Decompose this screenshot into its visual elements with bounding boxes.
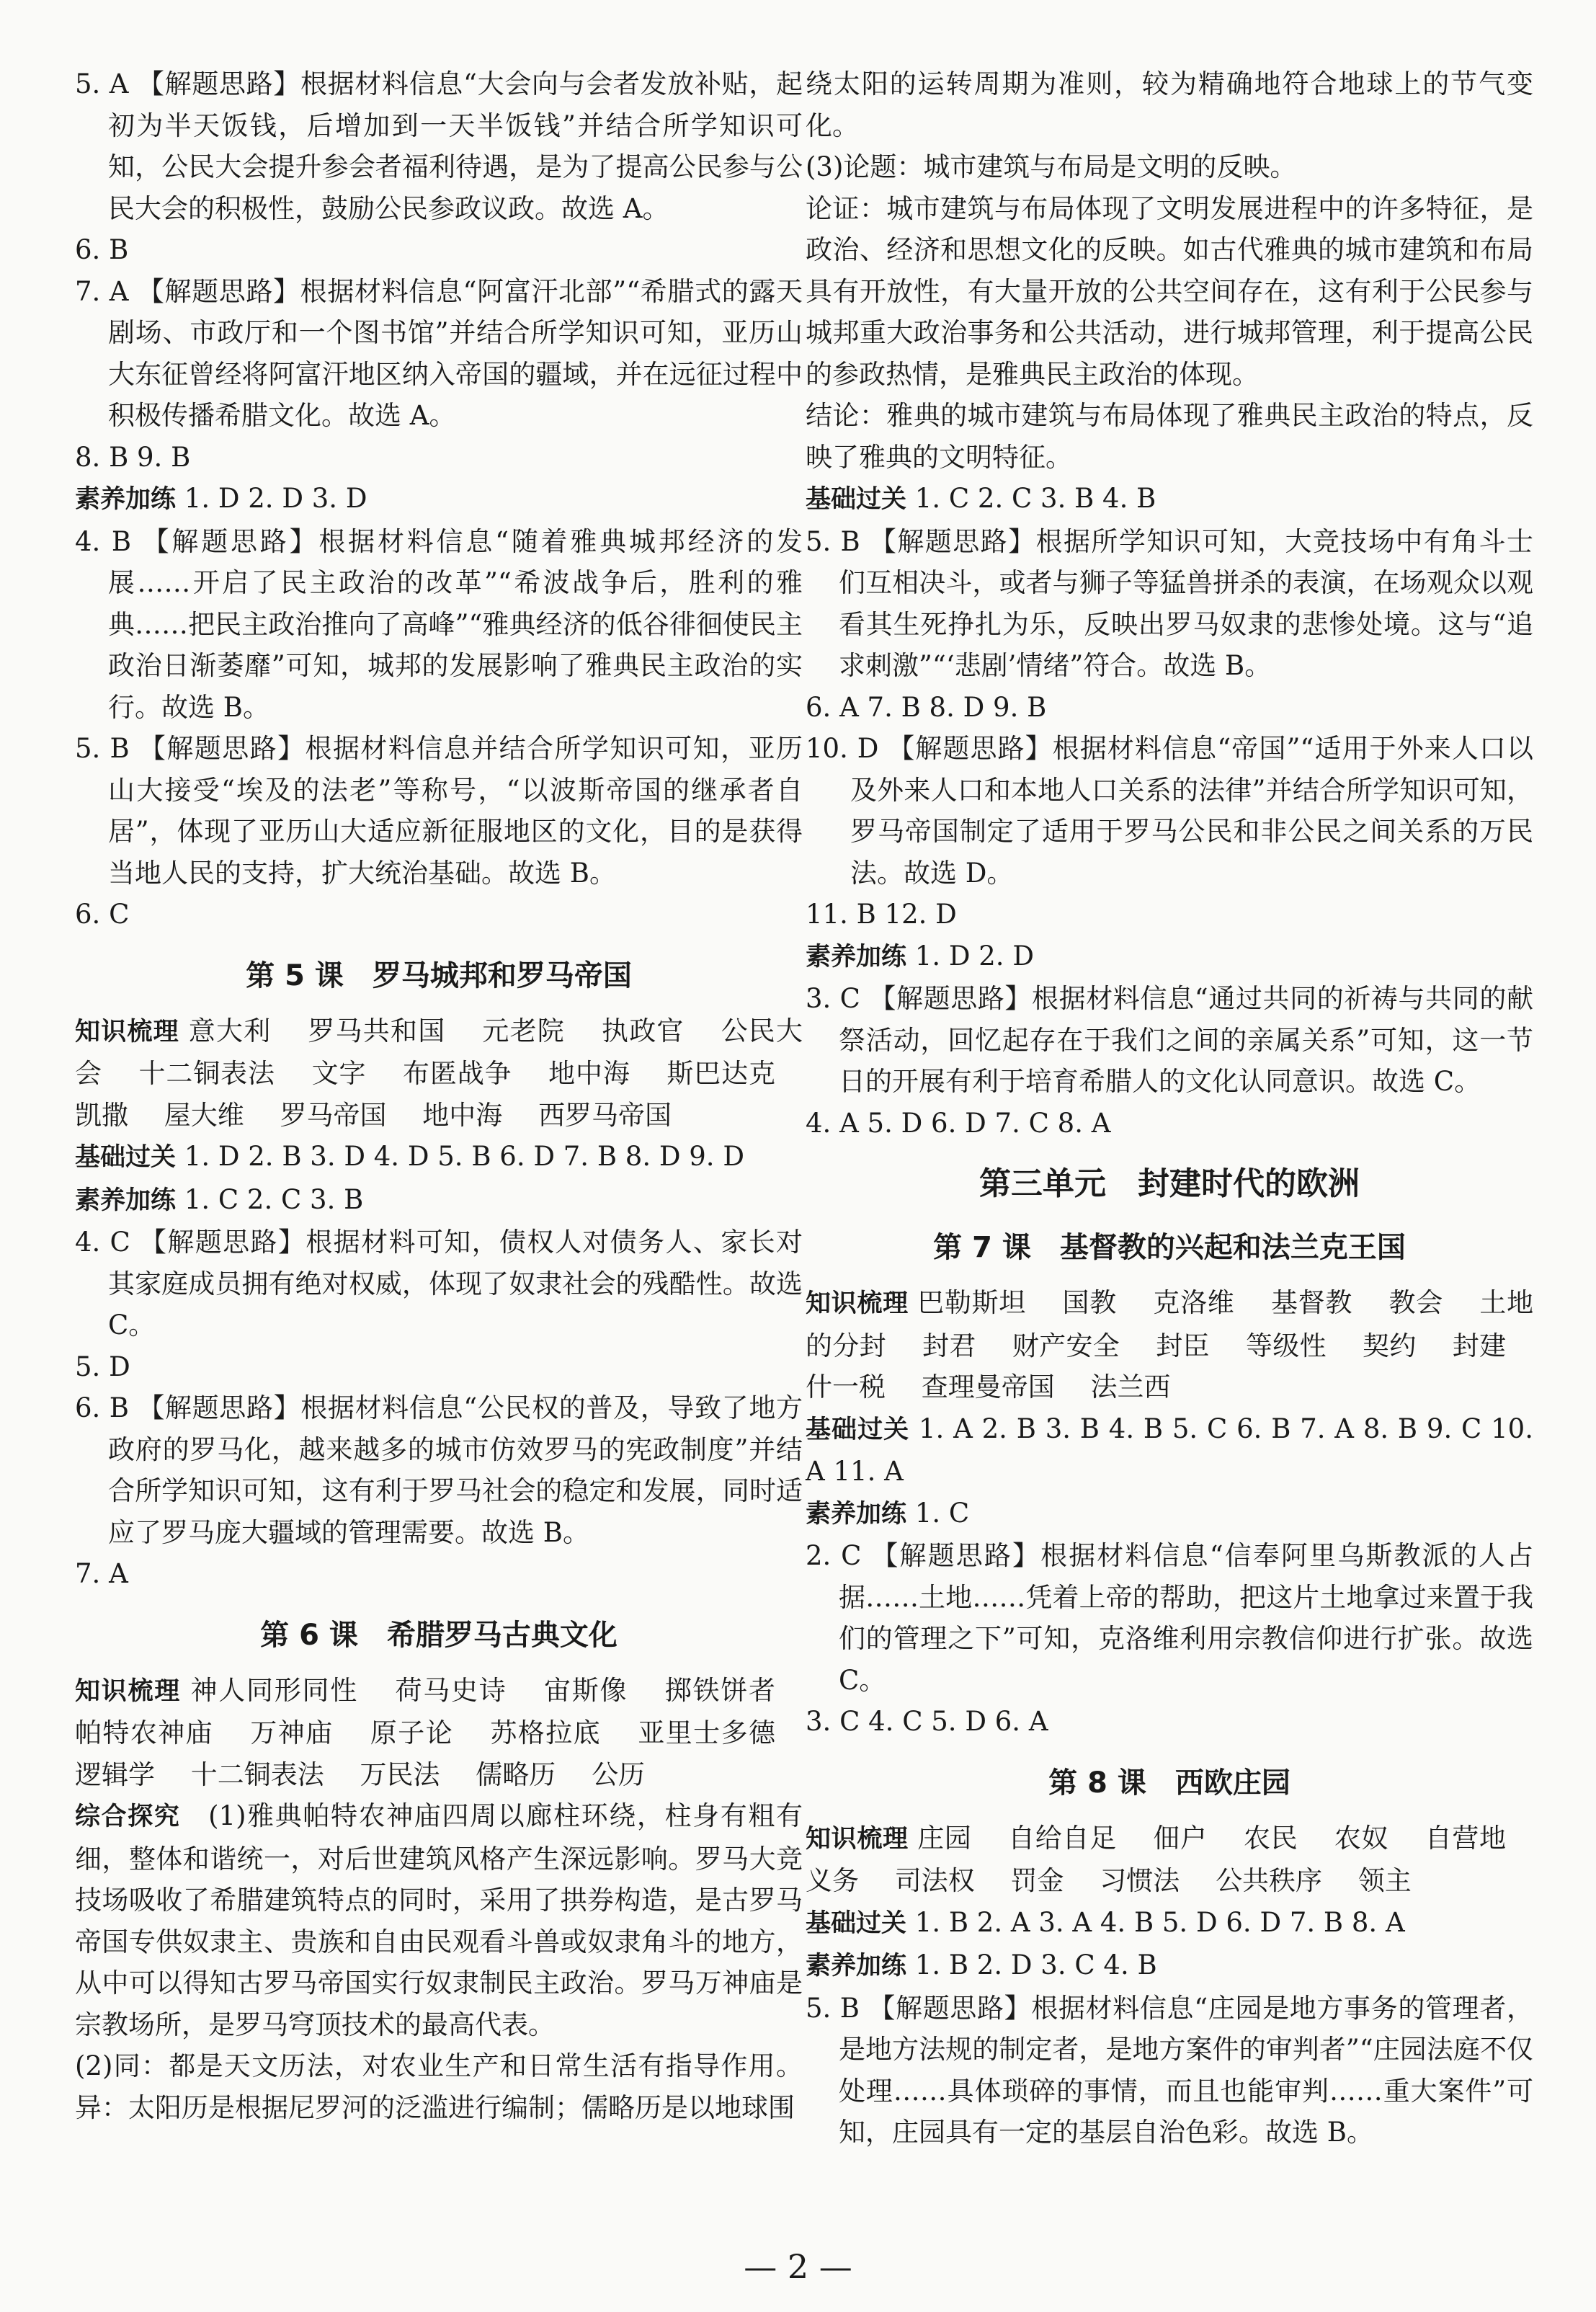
answer-item: 10. D 【解题思路】根据材料信息“帝国”“适用于外来人口以及外来人口和本地人口关系的法律”并结合所学知识可知，罗马帝国制定了适用于罗马公民和非公民之间关系的万民法。故选 D。 xyxy=(806,733,1533,889)
answer-item: 5. B 【解题思路】根据材料信息“庄园是地方事务的管理者，是地方法规的制定者，是地方案件的审判者”“庄园法庭不仅处理……具体琐碎的事情，而且也能审判……重大案件”可知，庄园具有一定的基层自治色彩。故选 B。 xyxy=(806,1992,1533,2148)
answer-item: 6. C xyxy=(75,899,130,930)
section-tag: 综合探究 xyxy=(75,1802,181,1831)
term: 封臣 xyxy=(1156,1330,1210,1361)
answer-item: 8. B 9. B xyxy=(75,441,191,473)
term: 荷马史诗 xyxy=(395,1674,507,1706)
lesson-heading: 第 8 课 西欧庄园 xyxy=(1048,1766,1290,1800)
answer-item: 6. A 7. B 8. D 9. B xyxy=(806,691,1047,723)
term-list xyxy=(75,1015,803,1131)
section-tag: 素养加练 xyxy=(75,1186,177,1215)
term: 国教 xyxy=(1062,1287,1117,1318)
explore-text: (1)雅典帕特农神庙四周以廊柱环绕，柱身有粗有细，整体和谐统一，对后世建筑风格产生深远影响。罗马大竞技场吸收了希腊建筑特点的同时，采用了拱券构造，是古罗马帝国专供奴隶主、贵族和自由民观看斗兽或奴隶角斗的地方，从中可以得知古罗马帝国实行奴隶制民主政治。罗马万神庙是宗教场所，是罗马穹顶技术的最高代表。 xyxy=(75,1800,803,2040)
term: 习惯法 xyxy=(1100,1865,1180,1896)
term: 公共秩序 xyxy=(1216,1865,1323,1896)
section-row xyxy=(806,1493,1533,1536)
answer-item: 6. B xyxy=(75,234,129,265)
answer-list: 1. B 2. A 3. A 4. B 5. D 6. D 7. B 8. A xyxy=(906,1906,1405,1938)
unit-heading: 第三单元 封建时代的欧洲 xyxy=(979,1165,1360,1202)
term: 文字 xyxy=(311,1058,367,1089)
section-row xyxy=(806,1944,1533,1988)
term: 财产安全 xyxy=(1012,1330,1120,1361)
answer-item: 4. C 【解题思路】根据材料可知，债权人对债务人、家长对其家庭成员拥有绝对权威，体现了奴隶社会的残酷性。故选 C。 xyxy=(75,1227,803,1340)
answer-item: 5. B 【解题思路】根据材料信息并结合所学知识可知，亚历山大接受“埃及的法老”等称号，“以波斯帝国的继承者自居”，体现了亚历山大适应新征服地区的文化，目的是获得当地人民的支持，扩大统治基础。故选 B。 xyxy=(75,733,803,889)
term: 帕特农神庙 xyxy=(75,1717,214,1748)
answer-item: 4. B 【解题思路】根据材料信息“随着雅典城邦经济的发展……开启了民主政治的改革”“希波战争后，胜利的雅典……把民主政治推向了高峰”“雅典经济的低谷徘徊使民主政治日渐萎靡”可知，城邦的发展影响了雅典民主政治的实行。故选 B。 xyxy=(75,525,803,723)
section-tag: 知识梳理 xyxy=(75,1017,179,1046)
term: 教会 xyxy=(1388,1287,1443,1318)
explore-text: (2)同：都是天文历法，对农业生产和日常生活有指导作用。异：太阳历是根据尼罗河的泛滥进行编制；儒略历是以地球围 xyxy=(75,2050,803,2123)
section-row xyxy=(806,935,1533,979)
knowledge-terms xyxy=(75,1010,803,1137)
term: 凯撒 xyxy=(75,1099,128,1131)
term: 封建 xyxy=(1452,1330,1507,1361)
section-tag: 基础过关 xyxy=(75,1143,177,1172)
term: 苏格拉底 xyxy=(490,1717,602,1748)
answer-item: 7. A 【解题思路】根据材料信息“阿富汗北部”“希腊式的露天剧场、市政厅和一个图书馆”并结合所学知识可知，亚历山大东征曾经将阿富汗地区纳入帝国的疆域，并在远征过程中积极传播希腊文化。故选 A。 xyxy=(75,275,803,431)
lesson-heading: 第 6 课 希腊罗马古典文化 xyxy=(260,1618,618,1652)
knowledge-terms xyxy=(75,1670,803,1796)
section-tag: 知识梳理 xyxy=(806,1289,909,1318)
answer-item: 7. A xyxy=(75,1558,128,1589)
term: 儒略历 xyxy=(476,1759,556,1790)
explore-text: 结论：雅典的城市建筑与布局体现了雅典民主政治的特点，反映了雅典的文明特征。 xyxy=(806,400,1533,473)
term: 罗马帝国 xyxy=(280,1099,387,1131)
term: 宙斯像 xyxy=(544,1674,628,1706)
answer-list: 1. C 2. C 3. B xyxy=(176,1183,364,1215)
term-list xyxy=(806,1287,1533,1402)
answer-item: 5. B 【解题思路】根据所学知识可知，大竞技场中有角斗士们互相决斗，或者与狮子等猛兽拼杀的表演，在场观众以观看其生死挣扎为乐，反映出罗马奴隶的悲惨处境。这与“追求刺激”“‘悲剧’情绪”符合。故选 B。 xyxy=(806,525,1533,681)
term: 农奴 xyxy=(1334,1822,1389,1854)
term: 等级性 xyxy=(1245,1330,1327,1361)
section-row xyxy=(75,1136,803,1179)
answer-item: 11. B 12. D xyxy=(806,899,957,930)
term: 亚里士多德 xyxy=(638,1717,776,1748)
term: 地中海 xyxy=(422,1099,503,1131)
term: 地中海 xyxy=(548,1058,630,1089)
term-list xyxy=(75,1675,803,1790)
term: 查理曼帝国 xyxy=(921,1371,1055,1402)
term: 万神庙 xyxy=(250,1717,334,1748)
term: 佃户 xyxy=(1153,1822,1208,1854)
page-number: — 2 — xyxy=(744,2247,852,2286)
section-tag: 基础过关 xyxy=(806,1908,907,1938)
term: 封君 xyxy=(922,1330,976,1361)
answer-item: 4. A 5. D 6. D 7. C 8. A xyxy=(806,1107,1111,1139)
section-tag: 基础过关 xyxy=(806,1415,910,1444)
term: 公历 xyxy=(592,1759,646,1790)
answer-item: 6. B 【解题思路】根据材料信息“公民权的普及，导致了地方政府的罗马化，越来越多的城市仿效罗马的宪政制度”并结合所学知识可知，这有利于罗马社会的稳定和发展，同时适应了罗马庞大疆域的管理需要。故选 B。 xyxy=(75,1392,803,1548)
section-tag: 知识梳理 xyxy=(75,1676,181,1706)
term: 土地的分封 xyxy=(806,1287,1534,1361)
answer-item: 2. C 【解题思路】根据材料信息“信奉阿里乌斯教派的人占据……土地……凭着上帝的帮助，把这片土地拿过来置于我们的管理之下”可知，克洛维利用宗教信仰进行扩张。故选 C。 xyxy=(806,1540,1533,1696)
term: 巴勒斯坦 xyxy=(917,1287,1027,1318)
term: 公民大会 xyxy=(75,1015,803,1089)
explore-text: 绕太阳的运转周期为准则，较为精确地符合地球上的节气变化。 xyxy=(806,68,1533,141)
section-row xyxy=(806,478,1533,521)
term: 义务 xyxy=(806,1865,859,1896)
section-tag: 素养加练 xyxy=(806,1499,907,1529)
answer-item: 3. C 【解题思路】根据材料信息“通过共同的祈祷与共同的献祭活动，回忆起存在于我们之间的亲属关系”可知，这一节日的开展有利于培育希腊人的文化认同意识。故选 C。 xyxy=(806,983,1533,1097)
term: 执政官 xyxy=(601,1015,685,1046)
term: 意大利 xyxy=(188,1015,272,1046)
lesson-heading: 第 5 课 罗马城邦和罗马帝国 xyxy=(246,959,632,992)
term: 十二铜表法 xyxy=(138,1058,275,1089)
term: 掷铁饼者 xyxy=(664,1674,776,1706)
section-row xyxy=(75,478,803,521)
lesson-heading: 第 7 课 基督教的兴起和法兰克王国 xyxy=(933,1231,1406,1264)
section-tag: 知识梳理 xyxy=(806,1824,909,1854)
knowledge-terms xyxy=(806,1818,1533,1902)
answer-list: 1. B 2. D 3. C 4. B xyxy=(906,1949,1157,1980)
right-column xyxy=(806,63,1533,2153)
section-tag: 素养加练 xyxy=(75,485,177,514)
answer-list: 1. D 2. B 3. D 4. D 5. B 6. D 7. B 8. D 9. D xyxy=(176,1141,744,1172)
term: 自给自足 xyxy=(1008,1822,1117,1854)
explore-text: 论证：城市建筑与布局体现了文明发展进程中的许多特征，是政治、经济和思想文化的反映。如古代雅典的城市建筑和布局具有开放性，有大量开放的公共空间存在，这有利于公民参与城邦重大政治事务和公共活动，进行城邦管理，利于提高公民的参政热情，是雅典民主政治的体现。 xyxy=(806,192,1533,390)
explore-text: (3)论题：城市建筑与布局是文明的反映。 xyxy=(806,151,1297,182)
left-column xyxy=(75,63,803,2128)
term: 元老院 xyxy=(482,1015,566,1046)
term: 原子论 xyxy=(370,1717,454,1748)
answer-list: 1. A 2. B 3. B 4. B 5. C 6. B 7. A 8. B 9. C 10. A 11. A xyxy=(806,1413,1533,1487)
term: 斯巴达克 xyxy=(667,1058,776,1089)
term: 罗马共和国 xyxy=(308,1015,446,1046)
section-tag: 基础过关 xyxy=(806,485,907,514)
term: 什一税 xyxy=(806,1371,886,1402)
term: 农民 xyxy=(1244,1822,1298,1854)
term: 万民法 xyxy=(360,1759,440,1790)
answer-list: 1. C 2. C 3. B 4. B xyxy=(906,483,1156,514)
term-list xyxy=(806,1823,1533,1897)
answer-item: 3. C 4. C 5. D 6. A xyxy=(806,1706,1048,1737)
term: 逻辑学 xyxy=(75,1759,155,1790)
term: 庄园 xyxy=(917,1822,972,1854)
term: 基督教 xyxy=(1270,1287,1353,1318)
term: 布匿战争 xyxy=(402,1058,512,1089)
answer-item: 5. D xyxy=(75,1351,130,1382)
answer-list: 1. D 2. D 3. D xyxy=(176,483,367,514)
term: 十二铜表法 xyxy=(190,1759,324,1790)
term: 神人同形同性 xyxy=(190,1674,358,1706)
answer-list: 1. C xyxy=(906,1497,970,1529)
section-tag: 素养加练 xyxy=(806,942,907,972)
term: 领主 xyxy=(1358,1865,1412,1896)
term: 屋大维 xyxy=(164,1099,244,1131)
term: 克洛维 xyxy=(1153,1287,1235,1318)
section-row xyxy=(75,1179,803,1222)
section-tag: 素养加练 xyxy=(806,1952,907,1980)
term: 司法权 xyxy=(894,1865,975,1896)
answer-item: 5. A 【解题思路】根据材料信息“大会向与会者发放补贴，起初为半天饭钱，后增加到一天半饭钱”并结合所学知识可知，公民大会提升参会者福利待遇，是为了提高公民参与公民大会的积极性，鼓励公民参政议政。故选 A。 xyxy=(75,68,803,224)
term: 罚金 xyxy=(1010,1865,1064,1896)
knowledge-terms xyxy=(806,1282,1533,1408)
section-row xyxy=(806,1408,1533,1493)
section-row xyxy=(806,1902,1533,1945)
term: 西罗马帝国 xyxy=(538,1099,672,1131)
term: 法兰西 xyxy=(1090,1371,1171,1402)
section-row xyxy=(75,1795,803,2045)
term: 自营地 xyxy=(1425,1822,1507,1854)
term: 契约 xyxy=(1363,1330,1417,1361)
answer-list: 1. D 2. D xyxy=(906,940,1034,972)
